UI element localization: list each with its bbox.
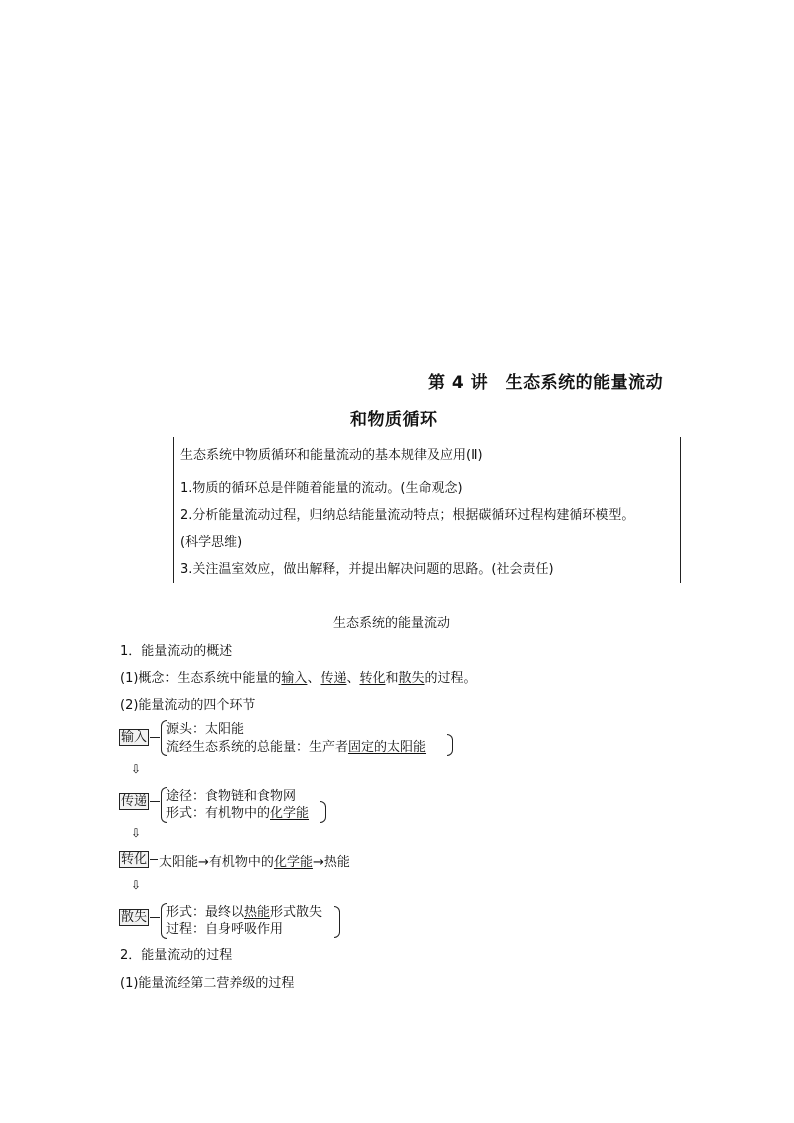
concept-loss: 散失: [398, 671, 425, 686]
concept-prefix: (1)概念：生态系统中能量的: [120, 671, 282, 686]
loss-form-suffix: 形式散失: [270, 905, 323, 920]
right-arrow-icon: →: [198, 855, 209, 870]
stage-tag-convert: 转化: [121, 852, 148, 867]
input-source: 源头：太阳能: [166, 722, 245, 737]
section-title: 生态系统的能量流动: [333, 616, 451, 631]
heading-2: 2．能量流动的过程: [120, 948, 233, 963]
right-brace: [334, 906, 340, 938]
loss-process: 过程：自身呼吸作用: [166, 922, 284, 937]
loss-form-prefix: 形式：最终以: [166, 905, 245, 920]
connector-line: [150, 737, 160, 738]
concept-sep: 、: [307, 671, 321, 686]
concept-transfer: 传递: [320, 671, 347, 686]
transfer-chemical-energy: 化学能: [270, 806, 310, 821]
concept-convert: 转化: [359, 671, 386, 686]
lesson-title-line2: 和物质循环: [350, 410, 438, 430]
heading-1: 1．能量流动的概述: [120, 644, 233, 659]
convert-organic-prefix: 有机物中的: [208, 855, 274, 870]
convert-solar: 太阳能: [159, 855, 199, 870]
input-fixed-solar: 固定的太阳能: [348, 740, 427, 755]
concept-sep: 、: [346, 671, 360, 686]
paragraph-second-trophic: (1)能量流经第二营养级的过程: [120, 976, 295, 991]
transfer-form: [166, 802, 309, 821]
connector-line: [150, 917, 160, 918]
down-arrow-icon: ⇩: [131, 878, 142, 892]
paragraph-four-stages: (2)能量流动的四个环节: [120, 698, 256, 713]
convert-chain: [159, 851, 350, 870]
connector-line: [150, 801, 160, 802]
concept-suffix: 的过程。: [424, 671, 477, 686]
connector-line: [150, 859, 158, 860]
transfer-form-prefix: 形式：有机物中的: [166, 806, 271, 821]
stage-tag-loss: 散失: [121, 910, 148, 925]
convert-chemical-energy: 化学能: [273, 855, 313, 870]
transfer-path: 途径：食物链和食物网: [166, 789, 297, 804]
stage-tag-transfer: 传递: [121, 794, 148, 809]
input-total-energy: [166, 736, 426, 755]
down-arrow-icon: ⇩: [131, 762, 142, 776]
stage-tag-input: 输入: [121, 730, 148, 745]
input-total-energy-prefix: 流经生态系统的总能量：生产者: [166, 740, 349, 755]
loss-heat-energy: 热能: [244, 905, 271, 920]
goal-item-1: 1.物质的循环总是伴随着能量的流动。(生命观念): [180, 481, 463, 496]
concept-sep: 和: [385, 671, 399, 686]
goal-item-3: 3.关注温室效应，做出解释，并提出解决问题的思路。(社会责任): [180, 562, 554, 577]
concept-input: 输入: [281, 671, 308, 686]
concept-paragraph: [120, 667, 477, 686]
goals-header: 生态系统中物质循环和能量流动的基本规律及应用(Ⅱ): [180, 448, 483, 463]
right-arrow-icon: →: [312, 855, 324, 870]
right-brace: [447, 734, 453, 756]
down-arrow-icon: ⇩: [131, 826, 142, 840]
right-brace: [320, 801, 326, 823]
goal-item-2: 2.分析能量流动过程，归纳总结能量流动特点；根据碳循环过程构建循环模型。: [180, 508, 635, 523]
lesson-title-line1: 第 4 讲 生态系统的能量流动: [428, 373, 664, 393]
convert-heat: 热能: [323, 855, 350, 870]
goal-item-2-cont: (科学思维): [180, 535, 243, 550]
